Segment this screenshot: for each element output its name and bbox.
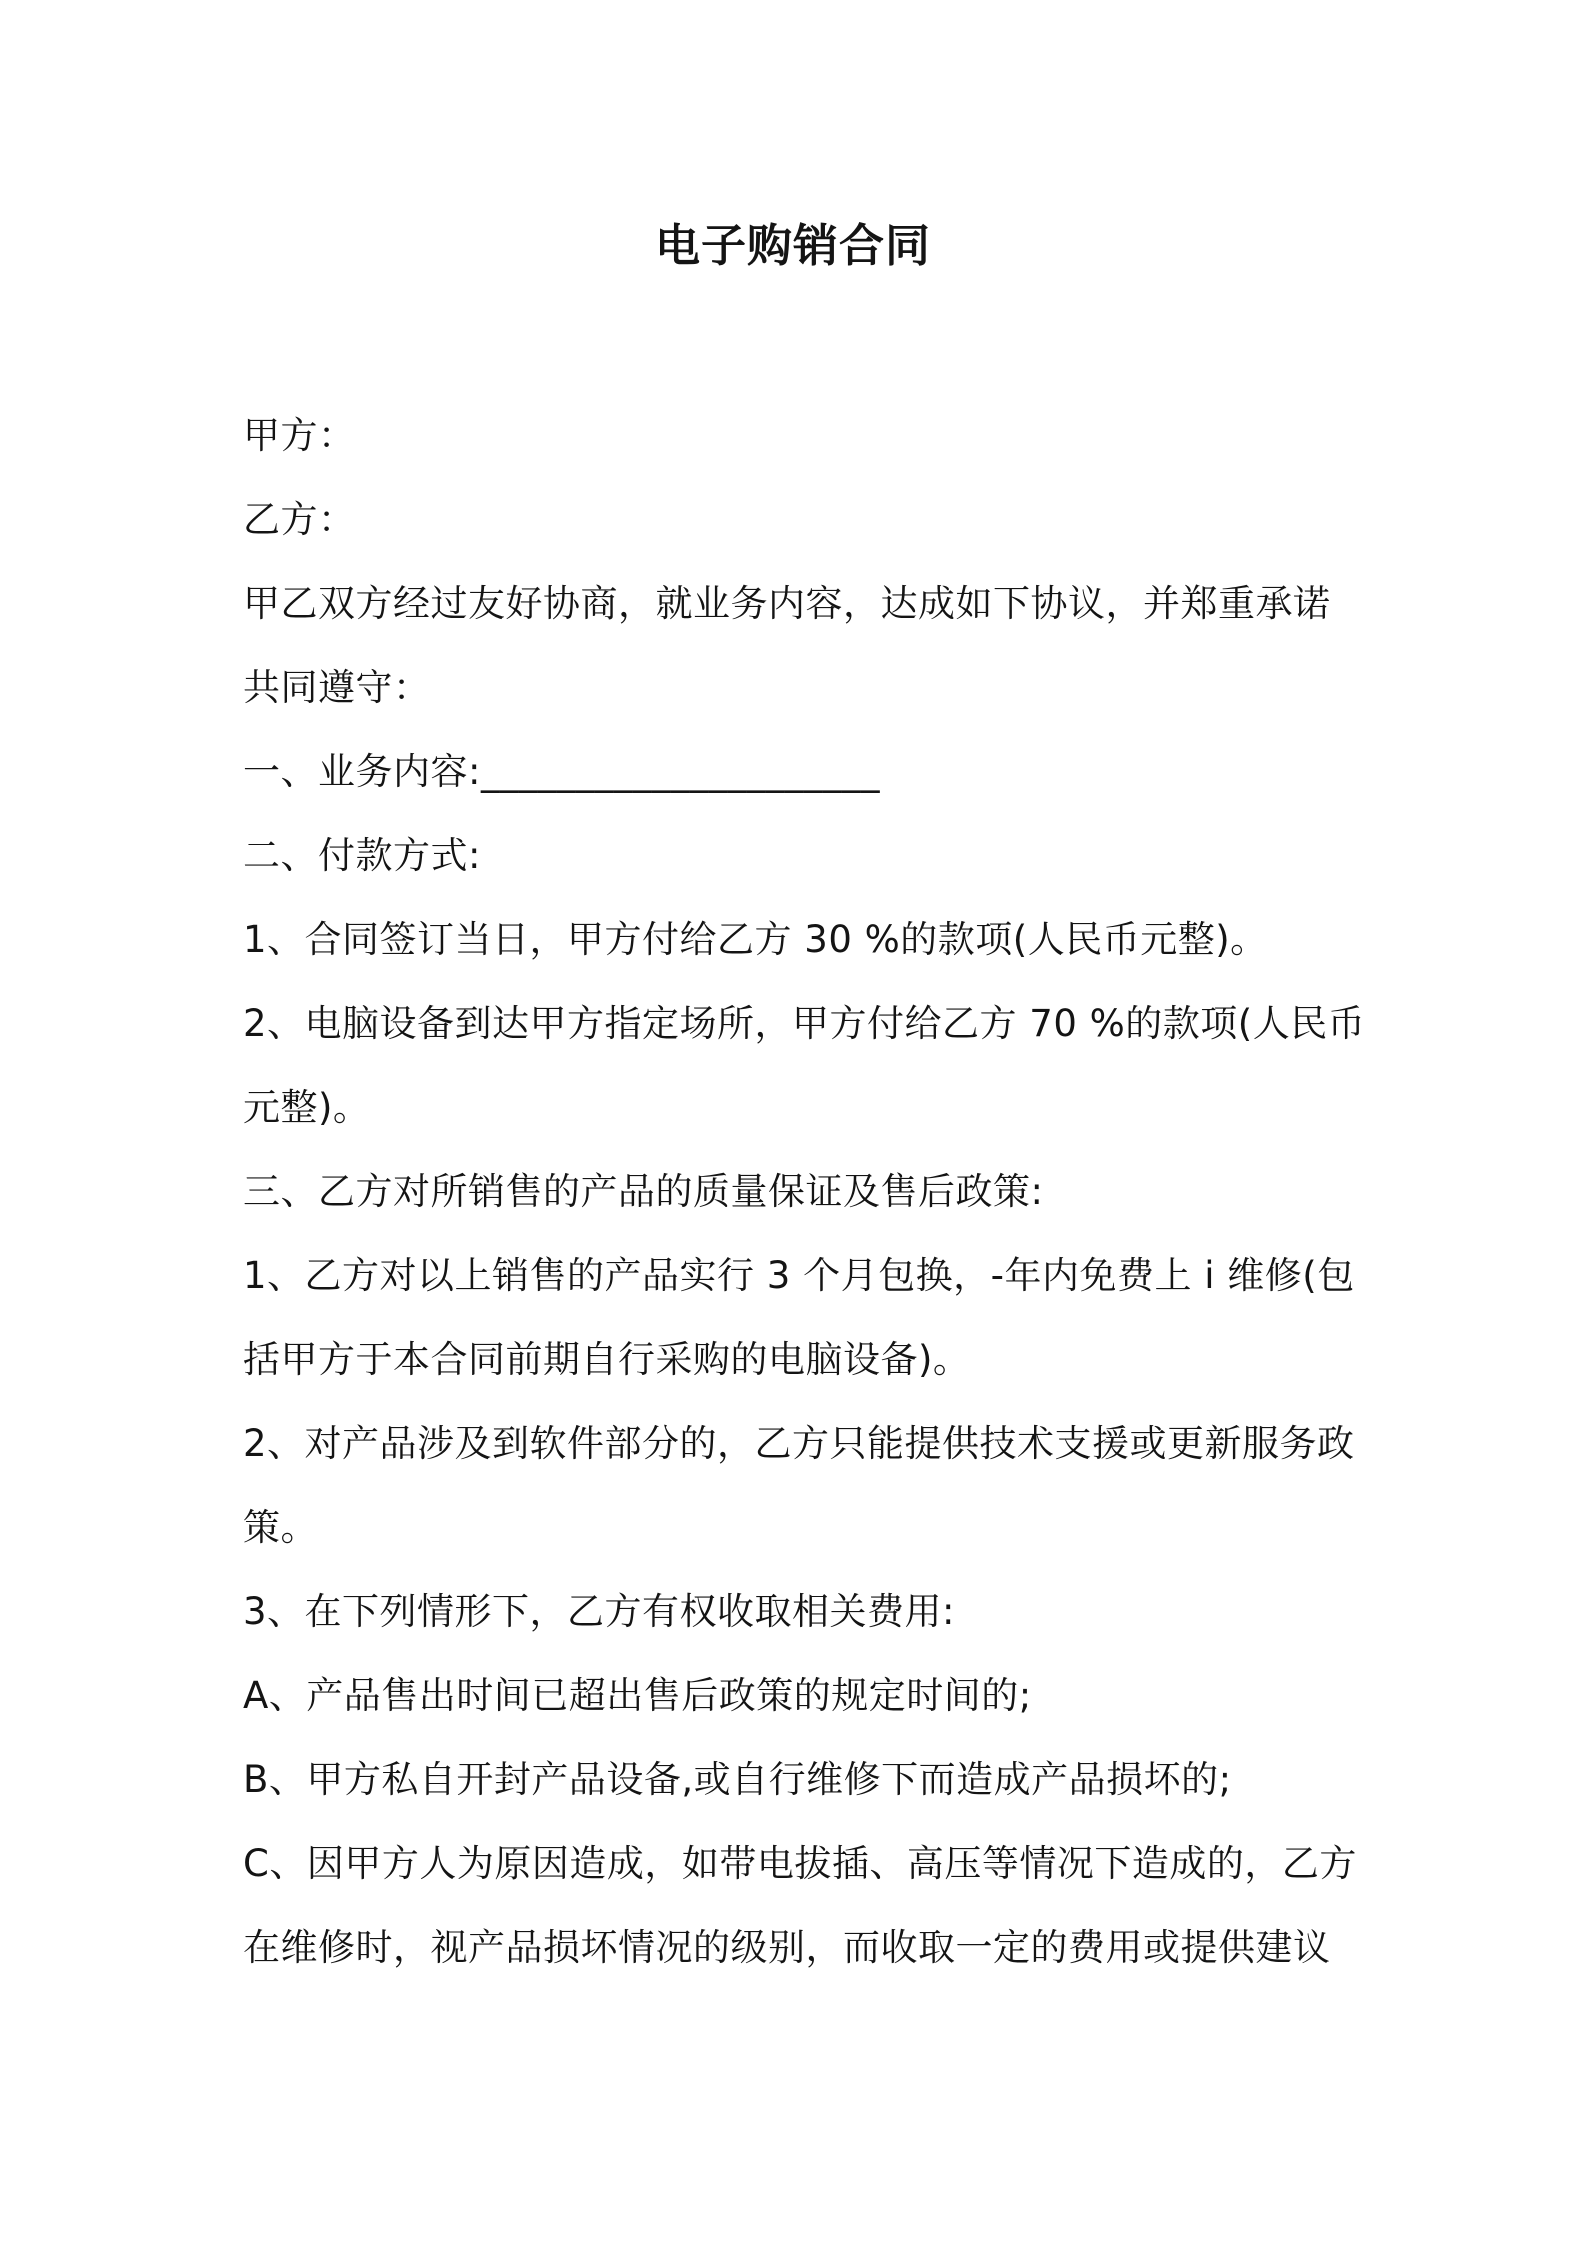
warranty-clause-2-line-1: 2、对产品涉及到软件部分的，乙方只能提供技术支援或更新服务政 [243, 1422, 1355, 1465]
warranty-clause-1-line-1: 1、乙方对以上销售的产品实行 3 个月包换，-年内免费上 i 维修(包 [243, 1254, 1355, 1297]
fee-case-c-line-2: 在维修时，视产品损坏情况的级别，而收取一定的费用或提供建议 [243, 1926, 1331, 1969]
fee-case-a: A、产品售出时间已超出售后政策的规定时间的; [243, 1674, 1032, 1717]
warranty-clause-3: 3、在下列情形下，乙方有权收取相关费用: [243, 1590, 956, 1633]
section-2-heading: 二、付款方式: [243, 834, 481, 877]
warranty-clause-2-line-2: 策。 [243, 1506, 318, 1549]
preamble-line-1: 甲乙双方经过友好协商，就业务内容，达成如下协议，并郑重承诺 [243, 582, 1331, 625]
party-a-line: 甲方： [243, 414, 356, 457]
payment-clause-1: 1、合同签订当日，甲方付给乙方 30 %的款项(人民币元整)。 [243, 918, 1268, 961]
fee-case-c-line-1: C、因甲方人为原因造成，如带电拔插、高压等情况下造成的，乙方 [243, 1842, 1357, 1885]
section-3-heading: 三、乙方对所销售的产品的质量保证及售后政策: [243, 1170, 1044, 1213]
fee-case-b: B、甲方私自开封产品设备,或自行维修下而造成产品损坏的; [243, 1758, 1232, 1801]
preamble-line-2: 共同遵守： [243, 666, 431, 709]
document-title: 电子购销合同 [654, 219, 931, 272]
payment-clause-2-line-2: 元整)。 [243, 1086, 371, 1129]
party-b-line: 乙方： [243, 498, 356, 541]
payment-clause-2-line-1: 2、电脑设备到达甲方指定场所，甲方付给乙方 70 %的款项(人民币 [243, 1002, 1366, 1045]
warranty-clause-1-line-2: 括甲方于本合同前期自行采购的电脑设备)。 [243, 1338, 971, 1381]
section-1-heading: 一、业务内容:_____________________ [243, 750, 880, 793]
